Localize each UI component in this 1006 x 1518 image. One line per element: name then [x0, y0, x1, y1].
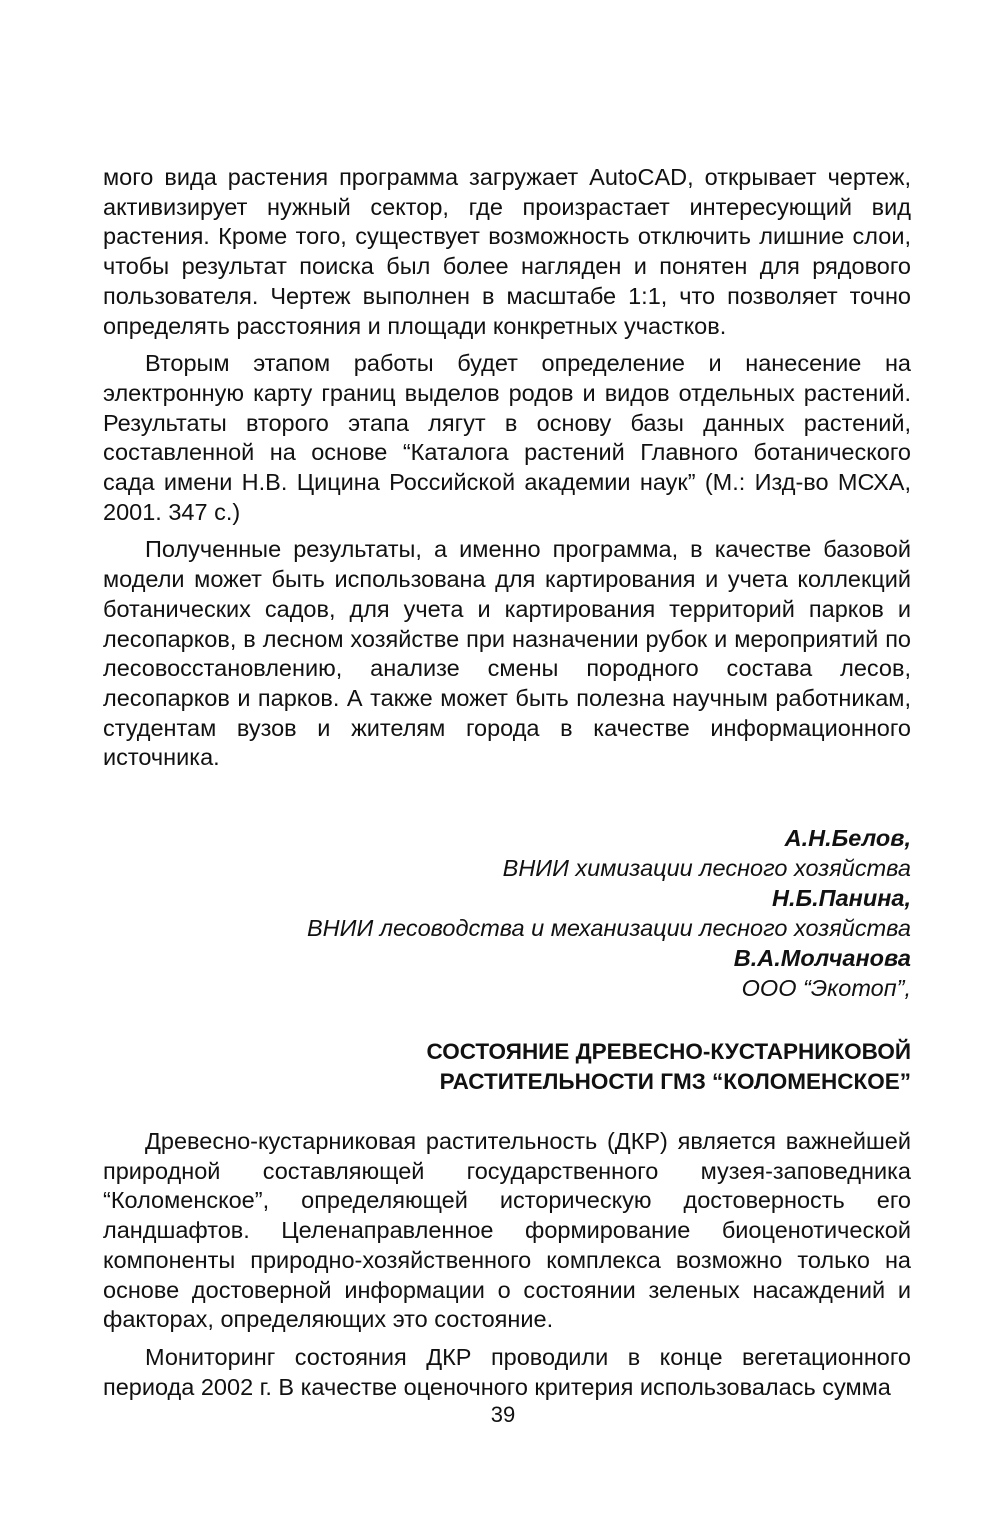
page-number: 39: [490, 1402, 516, 1427]
article-title: [103, 1037, 911, 1097]
paragraph: Древесно-кустарниковая растительность (ДКР) является важнейшей природной составляющей государственного музея-заповедника “Коломенское”, определяющей историческую достоверность его ландшафтов. Целенаправленное формирование биоценотической компоненты природно-хозяйственного комплекса возможно только на основе достоверной информации о состоянии зеленых насаждений и факторах, определяющих это состояние.: [103, 1128, 911, 1333]
article-title-line: РАСТИТЕЛЬНОСТИ ГМЗ “КОЛОМЕНСКОЕ”: [439, 1069, 911, 1095]
continuation-text: [103, 163, 911, 773]
author-name: В.А.Молчанова: [733, 945, 911, 972]
paragraph: Мониторинг состояния ДКР проводили в конце вегетационного периода 2002 г. В качестве оценочного критерия использовалась сумма: [103, 1343, 911, 1400]
author-affiliation: ВНИИ химизации лесного хозяйства: [502, 855, 911, 882]
author-block: [103, 823, 911, 1003]
author-name: А.Н.Белов,: [784, 825, 911, 852]
page-content: [103, 163, 911, 1402]
article-title-line: СОСТОЯНИЕ ДРЕВЕСНО-КУСТАРНИКОВОЙ: [426, 1039, 911, 1065]
article-body: [103, 1127, 911, 1402]
author-affiliation: ООО “Экотоп”,: [741, 975, 911, 1002]
paragraph: Полученные результаты, а именно программа, в качестве базовой модели может быть использована для картирования и учета коллекций ботанических садов, для учета и картирования территорий парков и лесопарков, в лесном хозяйстве при назначении рубок и мероприятий по лесовосстановлению, анализе смены породного состава лесов, лесопарков и парков. А также может быть полезна научным работникам, студентам вузов и жителям города в качестве информационного источника.: [103, 536, 911, 771]
author-name: Н.Б.Панина,: [772, 885, 911, 912]
author-affiliation: ВНИИ лесоводства и механизации лесного хозяйства: [306, 915, 911, 942]
paragraph: Вторым этапом работы будет определение и нанесение на электронную карту границ выделов родов и видов отдельных растений. Результаты второго этапа лягут в основу базы данных растений, составленной на основе “Каталога растений Главного ботанического сада имени Н.В. Цицина Российской академии наук” (М.: Изд-во МСХА, 2001. 347 с.): [103, 350, 911, 525]
paragraph: мого вида растения программа загружает AutoCAD, открывает чертеж, активизирует нужный сектор, где произрастает интересующий вид растения. Кроме того, существует возможность отключить лишние слои, чтобы результат поиска был более нагляден и понятен для рядового пользователя. Чертеж выполнен в масштабе 1:1, что позволяет точно определять расстояния и площади конкретных участков.: [103, 164, 911, 339]
